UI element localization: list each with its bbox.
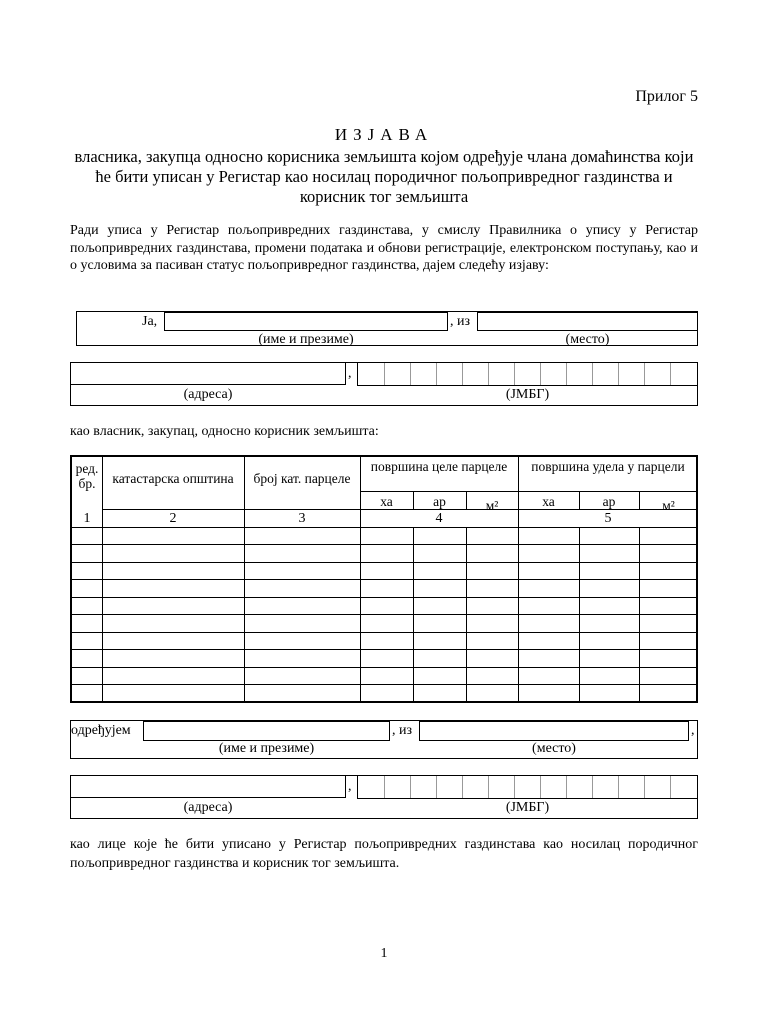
unit-ar-1: ар — [433, 494, 446, 509]
col-header-no: ред. бр. — [75, 461, 99, 491]
designee-name-field[interactable] — [143, 721, 390, 741]
declarant-comma: , — [348, 366, 352, 381]
closing-paragraph: као лице које ће бити уписано у Регистар пољопривредних газдинстава као носилац породичног пољопривредног газдинства и корисник тог земљишта. — [70, 837, 698, 871]
declarant-place-field[interactable] — [477, 312, 698, 331]
declarant-jmbg-field[interactable] — [357, 362, 698, 386]
declarant-address-field[interactable] — [70, 362, 346, 385]
unit-m2-2: м² — [662, 498, 675, 513]
unit-ar-2: ар — [602, 494, 616, 509]
designee-comma-2: , — [348, 779, 352, 794]
unit-ha-1: ха — [380, 494, 393, 509]
declarant-prefix: Ја, — [142, 314, 158, 329]
declarant-from-label: , из — [450, 314, 471, 329]
designee-comma-1: , — [691, 723, 695, 738]
col-number: 5 — [604, 511, 612, 526]
parcel-table — [70, 455, 698, 703]
designee-place-caption: (место) — [532, 741, 576, 756]
page-number: 1 — [380, 946, 388, 961]
declarant-name-field[interactable] — [164, 312, 448, 331]
designee-jmbg-caption: (ЈМБГ) — [505, 800, 550, 815]
col-header-area-whole: површина целе парцеле — [370, 459, 508, 474]
col-header-parcel: број кат. парцеле — [253, 471, 351, 486]
col-header-area-share: површина удела у парцели — [531, 459, 685, 474]
intro-paragraph: Ради уписа у Регистар пољопривредних газдинстава, у смислу Правилника о упису у Регистар пољопривредних газдинстава, промени података и обнови регистрације, електронском поступању, као и о условима за пасиван статус пољопривредног газдинства, дајем следећу изјаву: — [70, 223, 698, 273]
annex-label: Прилог 5 — [635, 88, 698, 105]
role-text: као власник, закупац, односно корисник земљишта: — [70, 424, 379, 439]
declarant-jmbg-caption: (ЈМБГ) — [505, 387, 550, 402]
col-header-municipality: катастарска општина — [112, 471, 234, 486]
document-title: ИЗЈАВА — [334, 125, 434, 144]
designee-name-caption: (име и презиме) — [218, 741, 315, 756]
col-number: 4 — [435, 511, 443, 526]
declarant-address-caption: (адреса) — [183, 387, 233, 402]
designee-jmbg-field[interactable] — [357, 775, 698, 799]
designee-address-field[interactable] — [70, 775, 346, 798]
col-number: 3 — [298, 511, 306, 526]
designee-address-caption: (адреса) — [183, 800, 233, 815]
col-number: 1 — [83, 511, 91, 526]
declarant-name-caption: (име и презиме) — [258, 332, 354, 347]
designee-from-label: , из — [392, 723, 413, 738]
designee-prefix: одређујем — [71, 723, 131, 738]
designee-place-field[interactable] — [419, 721, 689, 741]
declarant-place-caption: (место) — [565, 332, 610, 347]
col-number: 2 — [169, 511, 177, 526]
document-subtitle: власника, закупца односно корисника земљишта којом одређује члана домаћинства који ће бити уписан у Регистар као носилац породичног пољопривредног газдинства и корисник тог земљишта — [74, 147, 694, 206]
unit-ha-2: ха — [542, 494, 555, 509]
unit-m2-1: м² — [485, 498, 499, 513]
